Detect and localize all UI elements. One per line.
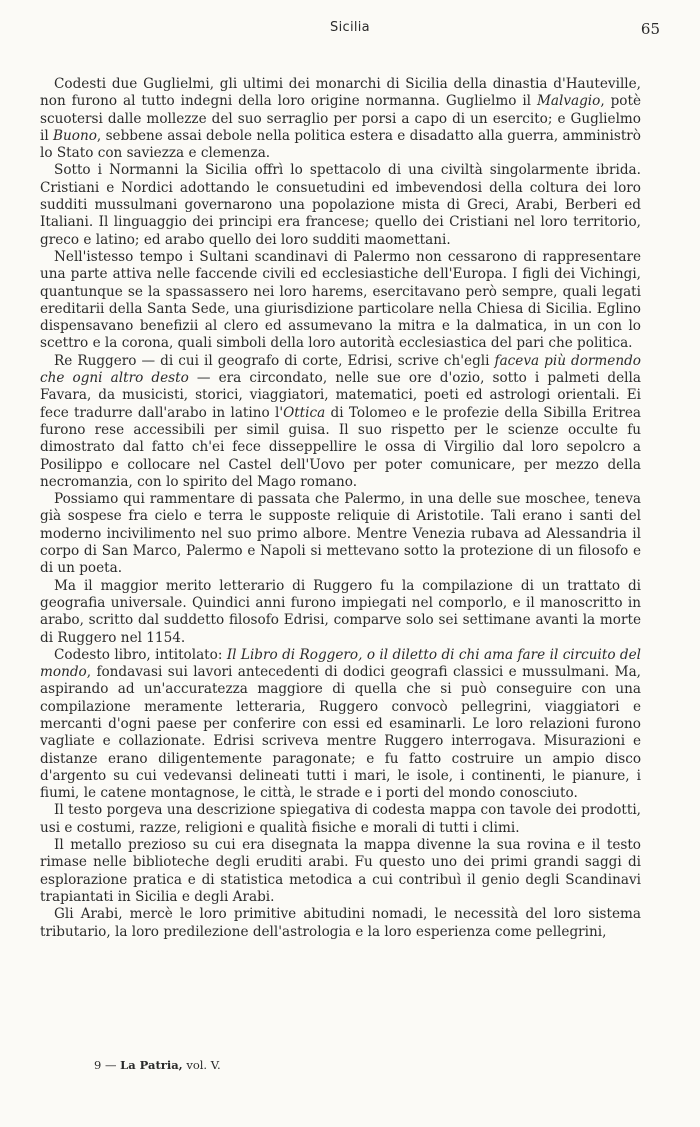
italic-text: Malvagio bbox=[536, 93, 601, 110]
footer-volume: vol. V. bbox=[186, 1058, 221, 1072]
italic-text: Buono bbox=[53, 127, 97, 144]
text-run: Nell'istesso tempo i Sultani scandinavi di Palermo non cessarono di rappresentare una parte attiva nelle faccende civili ed ecclesiastiche dell'Europa. I figli dei Vichingi, quantunque se la spassassero nei loro harems, esercitavano però sempre, quali legati ereditarii della Santa Sede, una giurisdizione particolare nella Chiesa di Sicilia. Eglino dispensavano benefizii al clero ed assumevano la mitra e la dalmatica, in un con lo scettro e la corona, quali simboli della loro autorità ecclesiastica del pari che politica. bbox=[40, 248, 641, 352]
body-text bbox=[40, 76, 641, 941]
italic-text: Il Libro di Roggero, o il diletto di chi ama fare il circuito del mondo bbox=[40, 646, 642, 681]
paragraph bbox=[40, 162, 641, 248]
paragraph bbox=[40, 353, 641, 491]
italic-text: faceva più dormendo che ogni altro desto bbox=[40, 352, 641, 387]
text-run: Gli Arabi, mercè le loro primitive abitudini nomadi, le necessità del loro sistema tributario, la loro predilezione dell'astrologia e la loro esperienza come pellegrini, bbox=[40, 906, 641, 940]
page-footer bbox=[94, 1058, 221, 1072]
page-number: 65 bbox=[640, 20, 660, 38]
text-run: , sebbene assai debole nella politica estera e disadatto alla guerra, amministrò lo Stato con saviezza e clemenza. bbox=[40, 127, 641, 162]
paragraph bbox=[40, 76, 641, 162]
text-run: , fondavasi sui lavori antecedenti di dodici geografi classici e mussulmani. Ma, aspirando ad un'accuratezza maggiore di quella che si può conseguire con una compilazione meramente letteraria, Ruggero convocò pellegrini, viaggiatori e mercanti d'ogni paese per conferire con essi ed esaminarli. Le loro relazioni furono vagliate e collazionate. Edrisi scriveva mentre Ruggero interrogava. Misurazioni e distanze erano diligentemente paragonate; e fu fatto costruire un ampio disco d'argento su cui vedevansi delineati tutti i mari, le isole, i continenti, le pianure, i fiumi, le catene montagnose, le città, le strade e i porti del mondo conosciuto. bbox=[40, 664, 641, 802]
footer-publication: La Patria, bbox=[120, 1058, 183, 1072]
paragraph bbox=[40, 837, 641, 906]
text-run: — era circondato, nelle sue ore d'ozio, sotto i palmeti della Favara, da musicisti, storici, viaggiatori, matematici, poeti ed astrologi orientali. Ei fece tradurre dall'arabo in latino l' bbox=[40, 370, 641, 421]
running-head-title: Sicilia bbox=[330, 20, 370, 35]
paragraph bbox=[40, 906, 641, 941]
paragraph bbox=[40, 491, 641, 577]
text-run: , potè scuotersi dalle mollezze del suo serraglio per porsi a capo di un esercito; e Guglielmo il bbox=[40, 93, 641, 144]
text-run: Possiamo qui rammentare di passata che Palermo, in una delle sue moschee, teneva già sospese fra cielo e terra le supposte reliquie di Aristotile. Tali erano i santi del moderno incivilimento nel suo primo albore. Mentre Venezia rubava ad Alessandria il corpo di San Marco, Palermo e Napoli si mettevano sotto la protezione di un filosofo e di un poeta. bbox=[40, 491, 641, 577]
text-run: Il testo porgeva una descrizione spiegativa di codesta mappa con tavole dei prodotti, usi e costumi, razze, religioni e qualità fisiche e morali di tutti i climi. bbox=[40, 802, 641, 836]
text-run: Codesto libro, intitolato: bbox=[54, 646, 227, 663]
italic-text: Ottica bbox=[283, 404, 326, 421]
text-run: Sotto i Normanni la Sicilia offrì lo spettacolo di una civiltà singolarmente ibrida. Cristiani e Nordici adottando le consuetudini ed imbevendosi della coltura dei loro sudditi mussulmani governarono una popolazione mista di Greci, Arabi, Berberi ed Italiani. Il linguaggio dei principi era francese; quello dei Cristiani nel loro territorio, greco e latino; ed arabo quello dei loro sudditi maomettani. bbox=[40, 162, 641, 248]
text-run: di Tolomeo e le profezie della Sibilla Eritrea furono rese accessibili per simil guisa. Il suo rispetto per le scienze occulte fu dimostrato dal fatto ch'ei fece disseppellire le ossa di Virgilio dal loro sepolcro a Posilippo e collocare nel Castel dell'Uovo per poter comunicare, per mezzo della necromanzia, con lo spirito del Mago romano. bbox=[40, 404, 641, 490]
running-head bbox=[40, 20, 660, 40]
paragraph bbox=[40, 647, 641, 803]
text-run: Il metallo prezioso su cui era disegnata la mappa divenne la sua rovina e il testo rimase nelle biblioteche degli eruditi arabi. Fu questo uno dei primi grandi saggi di esplorazione pratica e di statistica metodica a cui contribuì il genio degli Scandinavi trapiantati in Sicilia e degli Arabi. bbox=[40, 837, 641, 905]
text-run: Ma il maggior merito letterario di Ruggero fu la compilazione di un trattato di geografia universale. Quindici anni furono impiegati nel comporlo, e il manoscritto in arabo, scritto dal suddetto filosofo Edrisi, comparve solo sei settimane avanti la morte di Ruggero nel 1154. bbox=[40, 577, 641, 646]
paragraph bbox=[40, 249, 641, 353]
paragraph bbox=[40, 802, 641, 837]
paragraph bbox=[40, 578, 641, 647]
text-run: Codesti due Guglielmi, gli ultimi dei monarchi di Sicilia della dinastia d'Hauteville, non furono al tutto indegni della loro origine normanna. Guglielmo il bbox=[40, 76, 641, 110]
text-run: Re Ruggero — di cui il geografo di corte, Edrisi, scrive ch'egli bbox=[54, 352, 495, 369]
footer-signature: 9 — bbox=[94, 1058, 117, 1072]
